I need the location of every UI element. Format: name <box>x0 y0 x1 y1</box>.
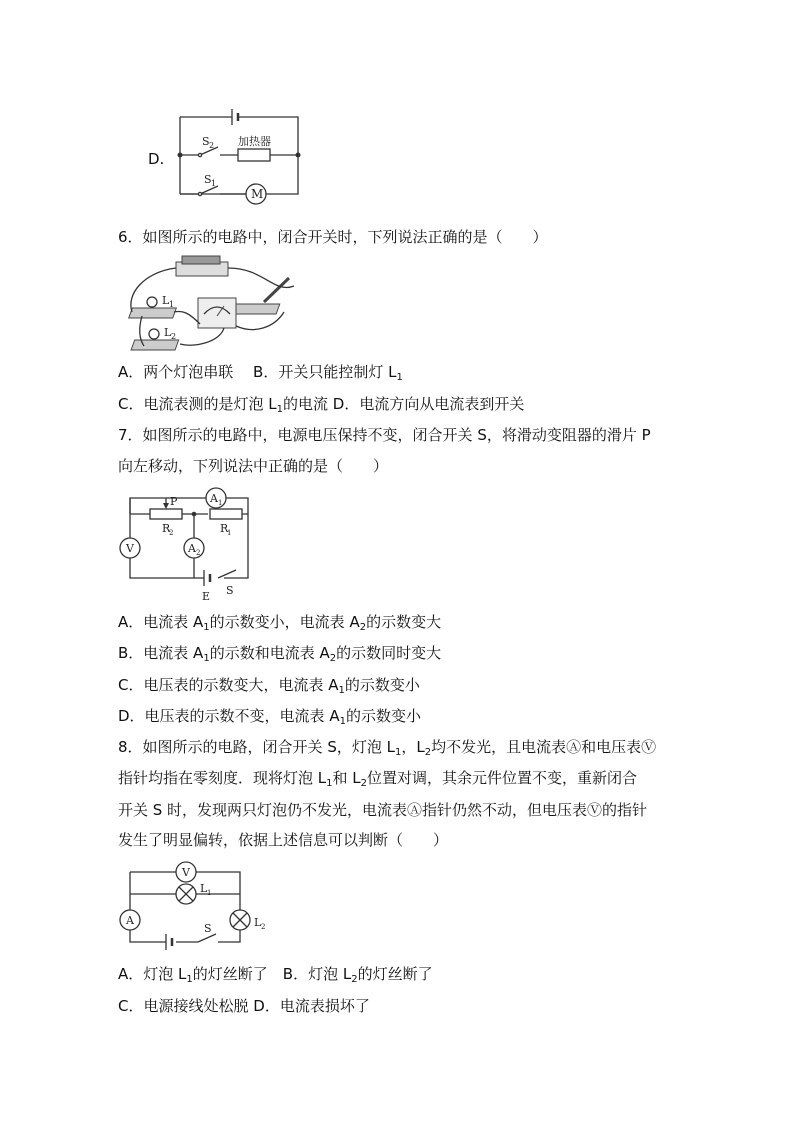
svg-text:V: V <box>126 542 134 555</box>
svg-text:L: L <box>200 882 208 895</box>
q8-stem-line4: 发生了明显偏转，依据上述信息可以判断（ ） <box>118 831 449 849</box>
svg-text:A: A <box>210 492 218 505</box>
svg-text:2: 2 <box>196 549 201 557</box>
svg-text:A: A <box>126 914 134 927</box>
q7-stem-line2: 向左移动，下列说法中正确的是（ ） <box>118 457 389 475</box>
q7-option-a: A．电流表 $A_1$的示数变小，电流表 $A_2$的示数变大 <box>118 613 442 633</box>
q8-stem-line3: 开关 S 时，发现两只灯泡仍不发光，电流表Ⓐ指针仍然不动，但电压表Ⓥ的指针 <box>118 801 648 819</box>
bulb-l1-base-icon <box>129 308 177 318</box>
q6-stem: 6．如图所示的电路中，闭合开关时，下列说法正确的是（ ） <box>118 228 548 246</box>
q6-options-cd: C．电流表测的是灯泡 $L_1$的电流 D．电流方向从电流表到开关 <box>118 395 525 415</box>
rheostat-r2-icon <box>150 509 182 519</box>
svg-text:S: S <box>202 135 210 148</box>
svg-text:R: R <box>220 522 229 535</box>
svg-text:E: E <box>202 590 211 603</box>
knife-switch-icon <box>232 304 280 314</box>
switch-s-icon <box>198 934 216 942</box>
q8-circuit-diagram <box>118 858 278 954</box>
heater-resistor-icon <box>238 149 270 161</box>
svg-text:L: L <box>254 916 262 929</box>
svg-text:1: 1 <box>218 499 223 507</box>
q8-stem-line1: 8．如图所示的电路，闭合开关 S，灯泡 $L_1$，$L_2$均不发光，且电流表Ⓐ和电压表Ⓥ <box>118 738 657 758</box>
q8-options-cd: C．电源接线处松脱 D．电流表损坏了 <box>118 997 370 1015</box>
svg-text:M: M <box>251 187 264 201</box>
resistor-r1-icon <box>210 509 242 519</box>
svg-text:R: R <box>162 522 171 535</box>
svg-text:2: 2 <box>209 141 215 150</box>
q7-option-b: B．电流表 $A_1$的示数和电流表 $A_2$的示数同时变大 <box>118 644 442 664</box>
switch-s-icon <box>218 570 236 578</box>
q8-stem-line2: 指针均指在零刻度．现将灯泡 $L_1$和 $L_2$位置对调，其余元件位置不变，重新闭合 <box>118 769 638 789</box>
q7-option-c: C．电压表的示数变大，电流表 $A_1$的示数变小 <box>118 676 420 696</box>
svg-text:1: 1 <box>227 529 232 537</box>
svg-text:2: 2 <box>171 332 177 341</box>
q7-circuit-diagram <box>118 484 258 604</box>
svg-text:S: S <box>204 173 212 186</box>
svg-text:1: 1 <box>169 300 175 309</box>
svg-text:L: L <box>164 326 172 339</box>
svg-text:S: S <box>226 584 234 597</box>
slider-p-arrow-icon <box>163 503 169 509</box>
bulb-l1-icon <box>147 297 157 307</box>
svg-text:1: 1 <box>207 889 212 897</box>
q8-options-ab: A．灯泡 $L_1$的灯丝断了 B．灯泡 $L_2$的灯丝断了 <box>118 965 433 985</box>
svg-text:P: P <box>170 495 178 508</box>
q5-circuit-diagram <box>170 103 310 208</box>
q7-option-d: D．电压表的示数不变，电流表 $A_1$的示数变小 <box>118 707 421 727</box>
q7-stem-line1: 7．如图所示的电路中，电源电压保持不变，闭合开关 S，将滑动变阻器的滑片 P <box>118 426 651 444</box>
svg-text:2: 2 <box>261 923 266 931</box>
svg-text:2: 2 <box>169 529 174 537</box>
q6-physical-circuit <box>124 254 304 354</box>
svg-text:1: 1 <box>211 179 217 188</box>
svg-text:A: A <box>188 542 196 555</box>
bulb-l2-base-icon <box>131 340 179 350</box>
svg-text:S: S <box>204 922 212 935</box>
svg-text:L: L <box>162 294 170 307</box>
ammeter-icon <box>198 298 236 328</box>
svg-text:V: V <box>182 866 190 879</box>
q5-option-d-label: D. <box>148 150 165 168</box>
q6-options-ab: A．两个灯泡串联 B．开关只能控制灯 $L_1$ <box>118 363 403 383</box>
svg-text:加热器: 加热器 <box>238 135 271 148</box>
bulb-l2-icon <box>149 329 159 339</box>
